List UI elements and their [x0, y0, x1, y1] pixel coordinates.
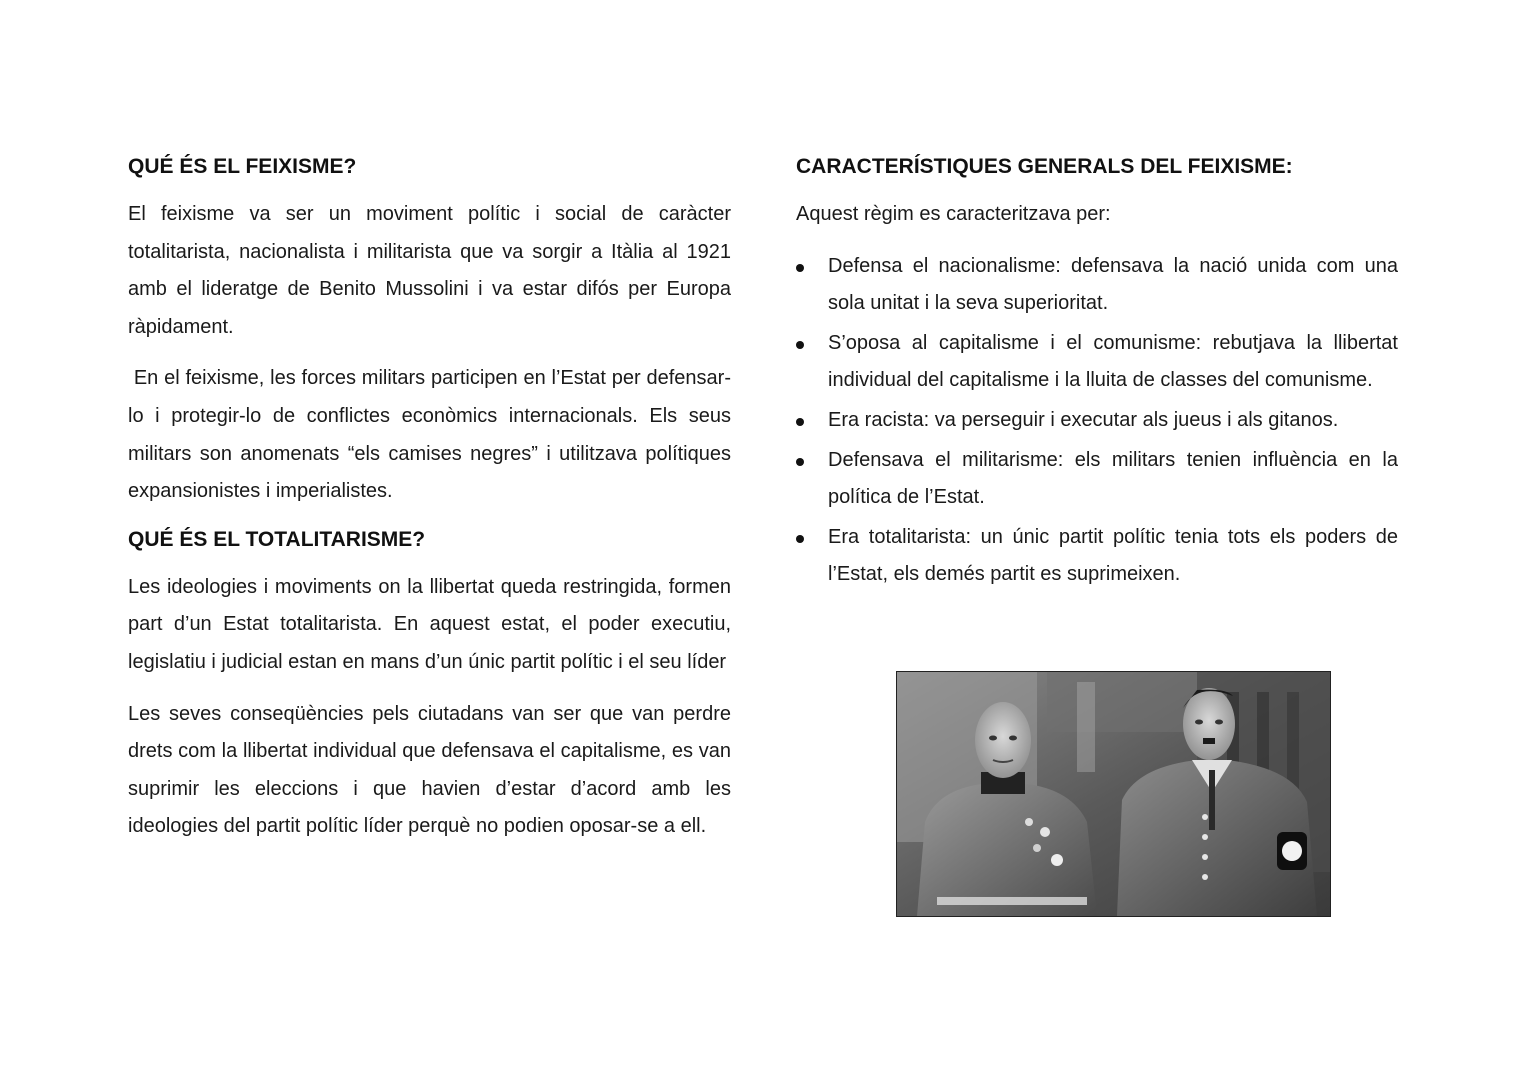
- list-item-text: Defensava el militarisme: els militars tenien influència en la política de l’Estat.: [828, 448, 1398, 509]
- list-item: [796, 402, 1398, 440]
- section-title-totalitarianism: QUÉ ÉS EL TOTALITARISME?: [128, 527, 426, 551]
- list-item: [796, 442, 1398, 517]
- characteristics-list: [796, 248, 1398, 594]
- list-item-text: Era racista: va perseguir i executar als jueus i als gitanos.: [828, 408, 1339, 431]
- paragraph-fascism-military: En el feixisme, les forces militars participen en l’Estat per defensar-lo i protegir-lo de conflictes econòmics internacionals. Els seus militars son anomenats “els camises negres” i utilitzava polítiques expansionistes i imperialistes.: [128, 367, 737, 503]
- paragraph-totalitarianism-consequences: Les seves conseqüències pels ciutadans van ser que van perdre drets com la llibertat individual que defensava el capitalisme, es van suprimir les eleccions i que havien d’estar d’acord amb les ideologies del partit polític líder perquè no podien oposar-se a ell.: [128, 702, 731, 838]
- list-item-text: S’oposa al capitalisme i el comunisme: rebutjava la llibertat individual del capitalisme i la lluita de classes del comunisme.: [828, 331, 1398, 392]
- list-item-text: Era totalitarista: un únic partit polític tenia tots els poders de l’Estat, els demés partit es suprimeixen.: [828, 525, 1398, 586]
- historical-photo: [896, 671, 1331, 917]
- bullet-icon: [796, 264, 804, 272]
- paragraph-fascism-definition: El feixisme va ser un moviment polític i social de caràcter totalitarista, nacionalista i militarista que va sorgir a Itàlia al 1921 amb el lideratge de Benito Mussolini i va estar difós per Europa ràpidament.: [128, 203, 731, 338]
- bullet-icon: [796, 418, 804, 426]
- photo-illustration: [897, 672, 1330, 916]
- section-title-fascism: QUÉ ÉS EL FEIXISME?: [128, 155, 357, 178]
- characteristics-intro: Aquest règim es caracteritzava per:: [796, 203, 1111, 225]
- list-item-text: Defensa el nacionalisme: defensava la nació unida com una sola unitat i la seva superioritat.: [828, 254, 1398, 315]
- list-item: [796, 519, 1398, 594]
- bullet-icon: [796, 341, 804, 349]
- paragraph-totalitarianism-definition: Les ideologies i moviments on la llibertat queda restringida, formen part d’un Estat totalitarista. En aquest estat, el poder executiu, legislatiu i judicial estan en mans d’un únic partit polític i el seu líder: [128, 575, 731, 673]
- section-title-characteristics: CARACTERÍSTIQUES GENERALS DEL FEIXISME:: [796, 155, 1293, 178]
- left-column: [128, 152, 737, 846]
- bullet-icon: [796, 458, 804, 466]
- list-item: [796, 325, 1398, 400]
- right-column: [796, 152, 1398, 596]
- bullet-icon: [796, 535, 804, 543]
- list-item: [796, 248, 1398, 323]
